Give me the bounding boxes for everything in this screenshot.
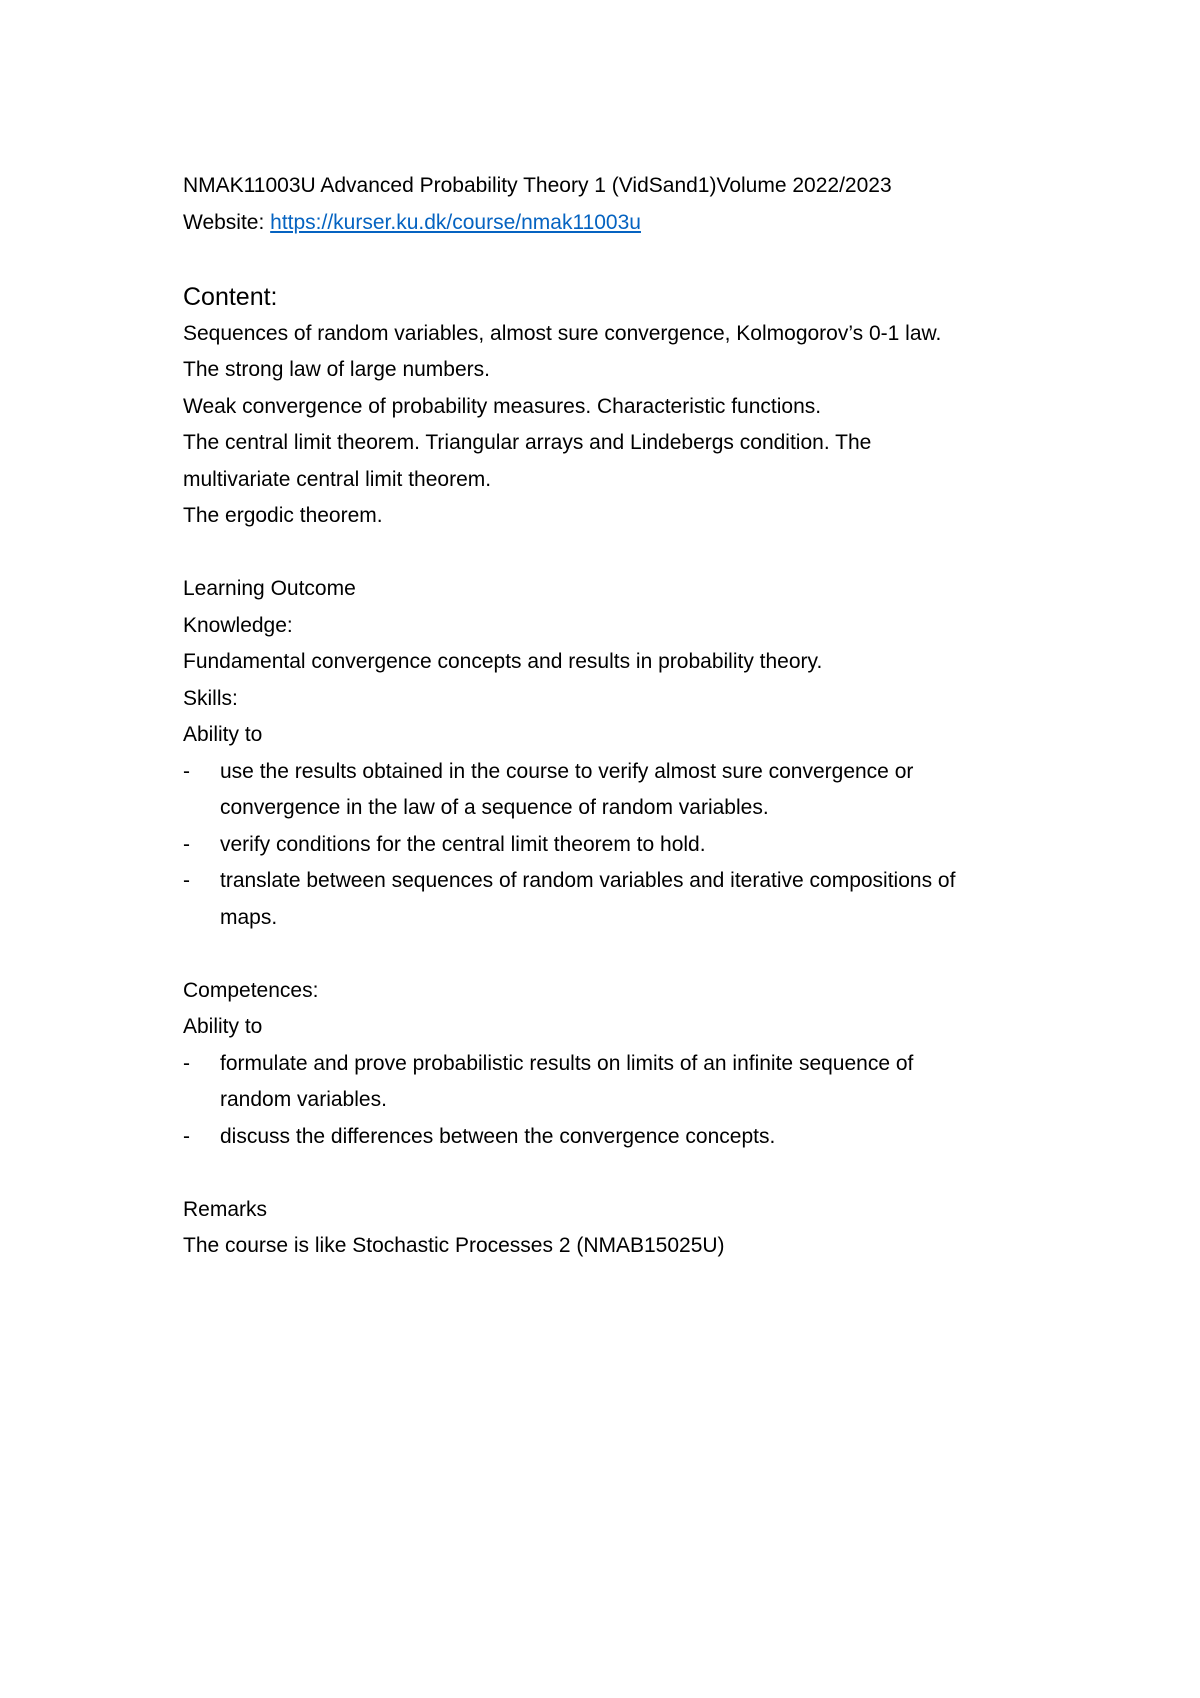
document-page xyxy=(183,168,1043,1265)
spacer xyxy=(183,241,1043,278)
bullet-dash: - xyxy=(183,869,190,892)
website-link[interactable]: https://kurser.ku.dk/course/nmak11003u xyxy=(270,210,641,234)
spacer xyxy=(183,535,1043,572)
content-line: The ergodic theorem. xyxy=(183,504,383,527)
bullet-line: convergence in the law of a sequence of random variables. xyxy=(220,796,769,819)
bullet-line: verify conditions for the central limit theorem to hold. xyxy=(220,832,706,856)
bullet-dash: - xyxy=(183,1051,190,1075)
website-label: Website: xyxy=(183,210,271,234)
spacer xyxy=(183,1155,1043,1192)
bullet-line: translate between sequences of random variables and iterative compositions of xyxy=(220,869,956,892)
skills-bullet xyxy=(183,863,1043,936)
bullet-dash: - xyxy=(183,759,190,783)
competences-label: Competences: xyxy=(183,978,319,1002)
skills-bullet xyxy=(183,754,1043,827)
remarks-heading: Remarks xyxy=(183,1197,268,1221)
competences-intro: Ability to xyxy=(183,1015,263,1038)
content-line: The central limit theorem. Triangular arrays and Lindebergs condition. The xyxy=(183,431,872,454)
bullet-line: use the results obtained in the course to verify almost sure convergence or xyxy=(220,759,914,783)
document-title: NMAK11003U Advanced Probability Theory 1 (VidSand1)Volume 2022/2023 xyxy=(183,174,892,197)
website-line xyxy=(183,205,1043,242)
bullet-line: random variables. xyxy=(220,1088,387,1111)
bullet-dash: - xyxy=(183,832,190,856)
skills-bullet xyxy=(183,827,1043,864)
bullet-line: maps. xyxy=(220,905,278,929)
content-line: Sequences of random variables, almost sure convergence, Kolmogorov’s 0-1 law. xyxy=(183,321,942,345)
bullet-line: discuss the differences between the convergence concepts. xyxy=(220,1124,776,1148)
spacer xyxy=(183,936,1043,973)
knowledge-text: Fundamental convergence concepts and results in probability theory. xyxy=(183,650,823,673)
content-line: multivariate central limit theorem. xyxy=(183,467,492,491)
content-line: The strong law of large numbers. xyxy=(183,358,490,381)
content-heading: Content: xyxy=(183,282,278,311)
bullet-dash: - xyxy=(183,1124,190,1148)
content-line: Weak convergence of probability measures. Characteristic functions. xyxy=(183,394,822,418)
competences-bullet xyxy=(183,1046,1043,1119)
learning-outcome-heading: Learning Outcome xyxy=(183,577,356,600)
skills-intro: Ability to xyxy=(183,723,263,746)
bullet-line: formulate and prove probabilistic results on limits of an infinite sequence of xyxy=(220,1051,914,1075)
skills-label: Skills: xyxy=(183,686,238,710)
remarks-text: The course is like Stochastic Processes 2 (NMAB15025U) xyxy=(183,1234,725,1257)
competences-bullet xyxy=(183,1119,1043,1156)
knowledge-label: Knowledge: xyxy=(183,613,293,637)
